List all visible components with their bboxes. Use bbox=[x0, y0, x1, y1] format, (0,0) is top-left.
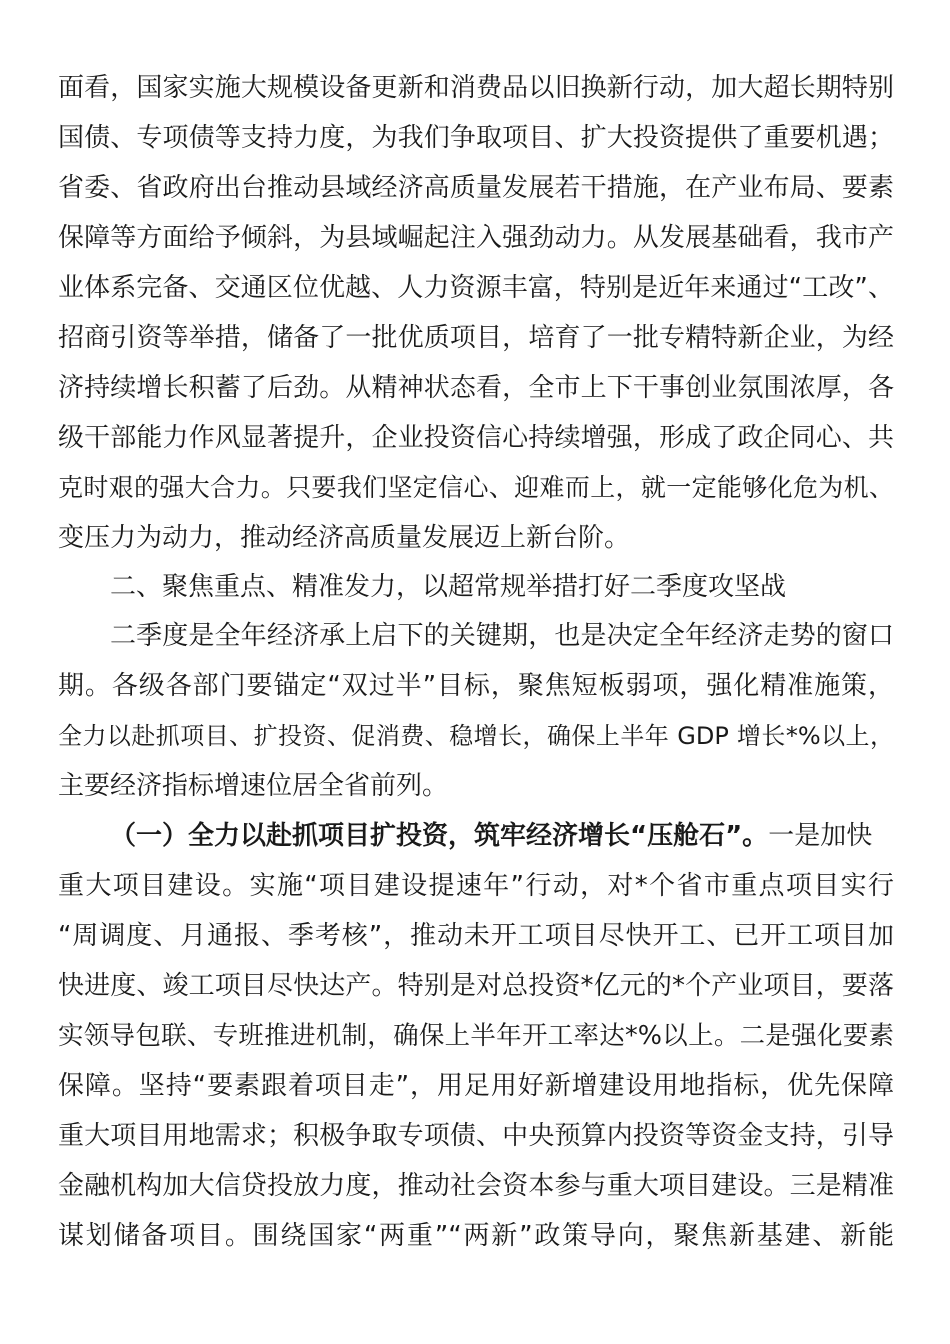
body-line: 主要经济指标增速位居全省前列。 bbox=[58, 771, 449, 801]
body-line: “周调度、月通报、季考核”，推动未开工项目尽快开工、已开工项目加 bbox=[58, 921, 894, 951]
body-line: 克时艰的强大合力。只要我们坚定信心、迎难而上，就一定能够化危为机、 bbox=[58, 473, 894, 502]
body-line: 保障。坚持“要素跟着项目走”，用足用好新增建设用地指标，优先保障 bbox=[58, 1071, 894, 1101]
body-line: 变压力为动力，推动经济高质量发展迈上新台阶。 bbox=[58, 523, 631, 553]
sub-heading bbox=[110, 820, 872, 852]
body-line: 国债、专项债等支持力度，为我们争取项目、扩大投资提供了重要机遇； bbox=[58, 123, 894, 153]
body-line: 级干部能力作风显著提升，企业投资信心持续增强，形成了政企同心、共 bbox=[58, 423, 894, 453]
sub-heading-bold: （一）全力以赴抓项目扩投资，筑牢经济增长“压舱石”。 bbox=[110, 821, 769, 851]
body-line: 实领导包联、专班推进机制，确保上半年开工率达*%以上。二是强化要素 bbox=[58, 1021, 894, 1051]
body-line: 重大项目建设。实施“项目建设提速年”行动，对*个省市重点项目实行 bbox=[58, 871, 894, 901]
section-heading: 二、聚焦重点、精准发力，以超常规举措打好二季度攻坚战 bbox=[110, 572, 787, 602]
body-line: 保障等方面给予倾斜，为县域崛起注入强劲动力。从发展基础看，我市产 bbox=[58, 223, 894, 253]
body-line: 省委、省政府出台推动县域经济高质量发展若干措施，在产业布局、要素 bbox=[58, 173, 894, 203]
body-line: 面看，国家实施大规模设备更新和消费品以旧换新行动，加大超长期特别 bbox=[58, 73, 894, 103]
body-line: 二季度是全年经济承上启下的关键期，也是决定全年经济走势的窗口 bbox=[110, 621, 894, 651]
body-line: 金融机构加大信贷投放力度，推动社会资本参与重大项目建设。三是精准 bbox=[58, 1171, 894, 1201]
body-line: 招商引资等举措，储备了一批优质项目，培育了一批专精特新企业，为经 bbox=[58, 323, 894, 353]
sub-heading-rest: 一是加快 bbox=[768, 821, 873, 851]
body-line: 快进度、竣工项目尽快达产。特别是对总投资*亿元的*个产业项目，要落 bbox=[58, 971, 894, 1001]
body-line: 全力以赴抓项目、扩投资、促消费、稳增长，确保上半年 GDP 增长*%以上， bbox=[58, 722, 894, 750]
body-line: 业体系完备、交通区位优越、人力资源丰富，特别是近年来通过“工改”、 bbox=[58, 273, 894, 303]
body-line: 期。各级各部门要锚定“双过半”目标，聚焦短板弱项，强化精准施策， bbox=[58, 671, 894, 701]
body-line: 济持续增长积蓄了后劲。从精神状态看，全市上下干事创业氛围浓厚，各 bbox=[58, 373, 894, 403]
body-line: 谋划储备项目。围绕国家“两重”“两新”政策导向，聚焦新基建、新能 bbox=[58, 1221, 894, 1251]
body-line: 重大项目用地需求；积极争取专项债、中央预算内投资等资金支持，引导 bbox=[58, 1121, 894, 1151]
